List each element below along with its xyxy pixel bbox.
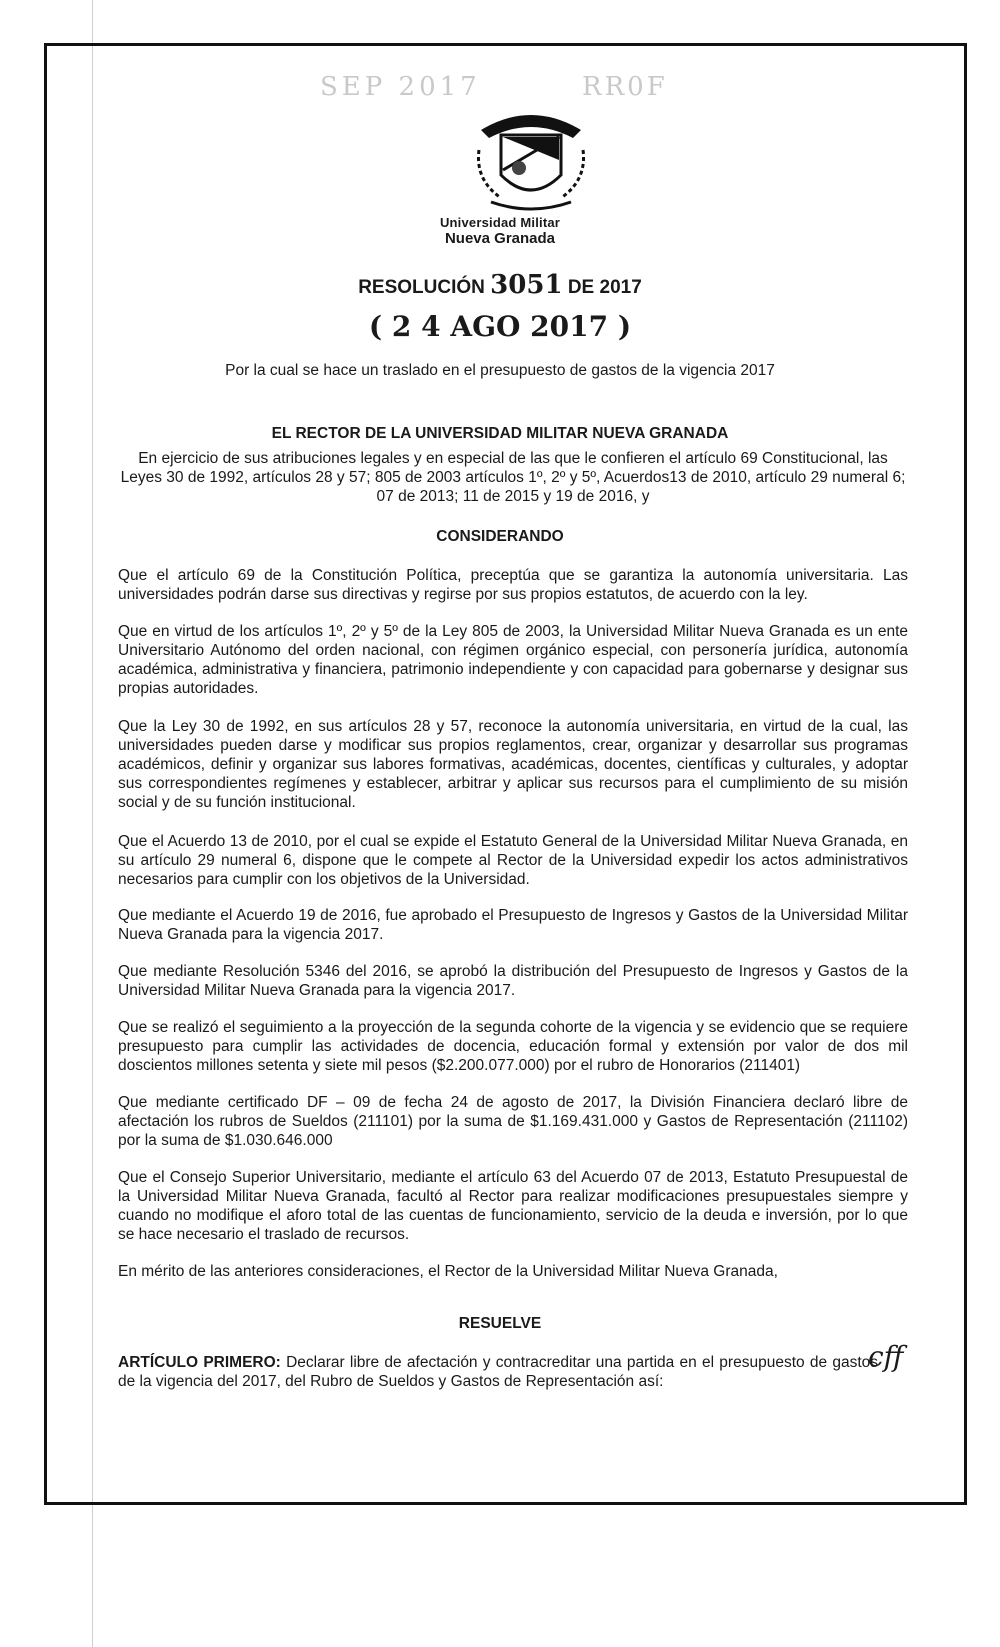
university-crest-logo [461,90,601,220]
considerando-paragraph: Que la Ley 30 de 1992, en sus artículos 28 y 57, reconoce la autonomía universitaria, en virtud de la cual, las universidades pueden darse y modificar sus propios reglamentos, crear, organizar y desarrollar sus programas académicos, definir y organizar sus labores formativas, académicas, docentes, científicas y culturales, y adoptar sus correspondientes regímenes y establecer, arbitrar y aplicar sus recursos para el cumplimiento de su misión social y de su función institucional. [118,718,908,811]
considerando-paragraph: Que en virtud de los artículos 1º, 2º y 5º de la Ley 805 de 2003, la Universidad Militar Nueva Granada es un ente Universitario Autónomo del orden nacional, con régimen orgánico especial, con personería jurídica, autonomía académica, administrativa y financiera, patrimonio independiente y con capacidad para gobernarse y designar sus propias autoridades. [118,623,908,697]
article-label: ARTÍCULO PRIMERO: [118,1354,281,1371]
considerando-paragraph: Que mediante Resolución 5346 del 2016, se aprobó la distribución del Presupuesto de Ingresos y Gastos de la Universidad Militar Nueva Granada para la vigencia 2017. [118,963,908,999]
considerando-paragraph: Que el Consejo Superior Universitario, mediante el artículo 63 del Acuerdo 07 de 2013, Estatuto Presupuestal de la Universidad Militar Nueva Granada, facultó al Rector para realizar modificaciones presupuestales siempre y cuando no modifique el aforo total de las cuentas de funcionamiento, servicio de la deuda e inversión, por lo que se hace necesario el traslado de recursos. [118,1169,908,1243]
resolution-label: RESOLUCIÓN [358,277,485,298]
university-name-line1: Universidad Militar [439,215,561,230]
initials-signature: cff [868,1340,904,1373]
considerando-paragraph: Que se realizó el seguimiento a la proyección de la segunda cohorte de la vigencia y se evidencio que se requiere presupuesto para cumplir las actividades de docencia, educación formal y extensión por valor de dos mil doscientos millones setenta y siete mil pesos ($2.200.077.000) por el rubro de Honorarios (211401) [118,1019,908,1074]
stamp-left: SEP 2017 [320,72,481,102]
article-text: Declarar libre de afectación y contracreditar una partida en el presupuesto de gastos de la vigencia del 2017, del Rubro de Sueldos y Gastos de Representación así: [118,1354,879,1390]
authority-text: En ejercicio de sus atribuciones legales y en especial de las que le confieren el artículo 69 Constitucional, las Leyes 30 de 1992, artículos 28 y 57; 805 de 2003 artículos 1º, 2º y 5º, Acuerdos13 de 2010, artículo 29 numeral 6; 07 de 2013; 11 de 2015 y 19 de 2016, y [120,450,906,505]
considerando-title: CONSIDERANDO [436,528,564,545]
considerando-paragraph: Que mediante el Acuerdo 19 de 2016, fue aprobado el Presupuesto de Ingresos y Gastos de la Universidad Militar Nueva Granada para la vigencia 2017. [118,907,908,943]
authority-title: EL RECTOR DE LA UNIVERSIDAD MILITAR NUEVA GRANADA [271,425,729,442]
resolution-year: DE 2017 [567,277,642,298]
considerando-paragraph: Que el artículo 69 de la Constitución Política, preceptúa que se garantiza la autonomía universitaria. Las universidades podrán darse sus directivas y regirse por sus propios estatutos, de acuerdo con la ley. [118,567,908,603]
resolution-title [0,270,1000,300]
stamp-right: RR0F [582,72,668,102]
considerando-paragraph: Que mediante certificado DF – 09 de fecha 24 de agosto de 2017, la División Financiera declaró libre de afectación los rubros de Sueldos (211101) por la suma de $1.169.431.000 y Gastos de Representación (211102) por la suma de $1.030.646.000 [118,1094,908,1149]
resuelve-title: RESUELVE [458,1315,542,1332]
date-stamp: ( 2 4 AGO 2017 ) [368,310,632,343]
resolution-number: 3051 [490,270,563,300]
university-name-line2: Nueva Granada [444,230,556,247]
considerando-paragraph: En mérito de las anteriores consideraciones, el Rector de la Universidad Militar Nueva Granada, [118,1263,778,1280]
considerando-paragraph: Que el Acuerdo 13 de 2010, por el cual se expide el Estatuto General de la Universidad Militar Nueva Granada, en su artículo 29 numeral 6, dispone que le compete al Rector de la Universidad expedir los actos administrativos necesarios para cumplir con los objetivos de la Universidad. [118,833,908,888]
resolution-subtitle: Por la cual se hace un traslado en el presupuesto de gastos de la vigencia 2017 [225,362,775,379]
article-primero [118,1353,878,1391]
